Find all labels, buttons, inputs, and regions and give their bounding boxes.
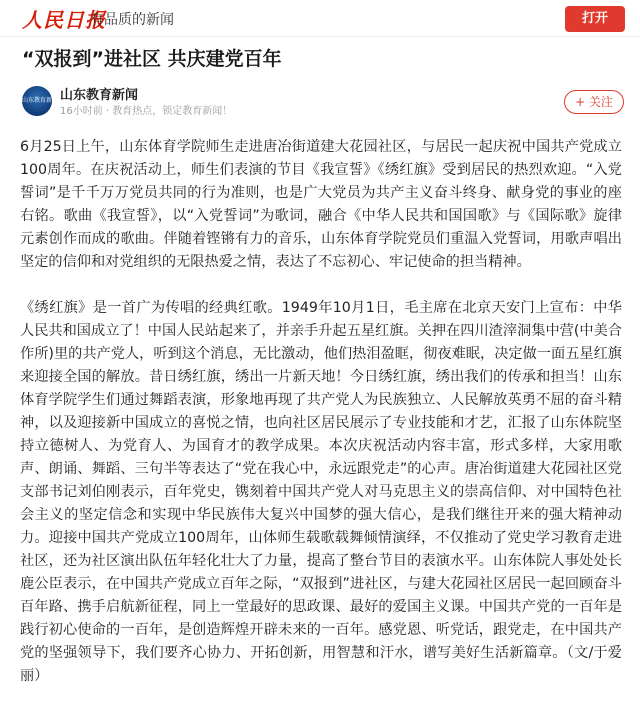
author-avatar[interactable]: 山东教育新闻 (22, 86, 52, 116)
follow-button[interactable]: + 关注 (564, 90, 624, 114)
app-slogan: 有品质的新闻 (90, 12, 174, 28)
article-paragraph: 6月25日上午，山东体育学院师生走进唐冶街道建大花园社区，与居民一起庆祝中国共产党成立100周年。在庆祝活动上，师生们表演的节目《我宣誓》《绣红旗》受到居民的热烈欢迎。“入党誓词”是千千万万党员共同的行为准则，也是广大党员为共产主义奋斗终身、献身党的事业的座右铭。歌曲《我宣誓》，以“入党誓词”为歌词，融合《中华人民共和国国歌》与《国际歌》旋律元素创作而成的歌曲。伴随着铿锵有力的音乐，山东体育学院党员们重温入党誓词，用歌声唱出坚定的信仰和对党组织的无限热爱之情，表达了不忘初心、牢记使命的担当精神。 (20, 139, 622, 270)
top-bar (0, 0, 640, 37)
article-title: “双报到”进社区 共庆建党百年 (22, 48, 282, 70)
author-name[interactable]: 山东教育新闻 (60, 88, 139, 103)
author-meta: 16小时前 · 教育热点，锁定教育新闻！ (60, 106, 233, 117)
article-body (20, 136, 622, 688)
open-app-button[interactable]: 打开 (565, 6, 625, 32)
article-paragraph: 《绣红旗》是一首广为传唱的经典红歌。1949年10月1日，毛主席在北京天安门上宣布：中华人民共和国成立了！中国人民站起来了，并亲手升起五星红旗。关押在四川渣滓洞集中营(中美合作所)里的共产党人，听到这个消息，无比激动，他们热泪盈眶，彻夜难眠，决定做一面五星红旗来迎接全国的解放。昔日绣红旗，绣出一片新天地！今日绣红旗，绣出我们的传承和担当！山东体育学院学生们通过舞蹈表演，形象地再现了共产党人为民族独立、人民解放英勇不屈的奋斗精神，以及迎接新中国成立的喜悦之情，也向社区居民展示了专业技能和才艺，汇报了山东体院坚持立德树人、为党育人、为国育才的教学成果。本次庆祝活动内容丰富，形式多样，大家用歌声、朗诵、舞蹈、三句半等表达了“党在我心中，永远跟党走”的心声。唐冶街道建大花园社区党支部书记刘伯刚表示，百年党史，镌刻着中国共产党人对马克思主义的崇高信仰、对中国特色社会主义的坚定信念和实现中华民族伟大复兴中国梦的强大信心，是我们继往开来的强大精神动力。迎接中国共产党成立100周年，山体师生载歌载舞倾情演绎，不仅推动了党史学习教育走进社区，还为社区演出队伍年轻化壮大了力量，提高了整台节目的表演水平。山东体院人事处处长鹿公臣表示，在中国共产党成立百年之际，“双报到”进社区，与建大花园社区居民一起回顾奋斗百年路、携手启航新征程，同上一堂最好的思政课、最好的爱国主义课。中国共产党的一百年是践行初心使命的一百年，是创造辉煌开辟未来的一百年。感党恩、听党话，跟党走，在中国共产党的坚强领导下，我们要齐心协力、开拓创新，用智慧和汗水，谱写美好生活新篇章。（文/于爱丽） (20, 300, 622, 684)
app-logo[interactable]: 人民日报 (22, 8, 106, 32)
